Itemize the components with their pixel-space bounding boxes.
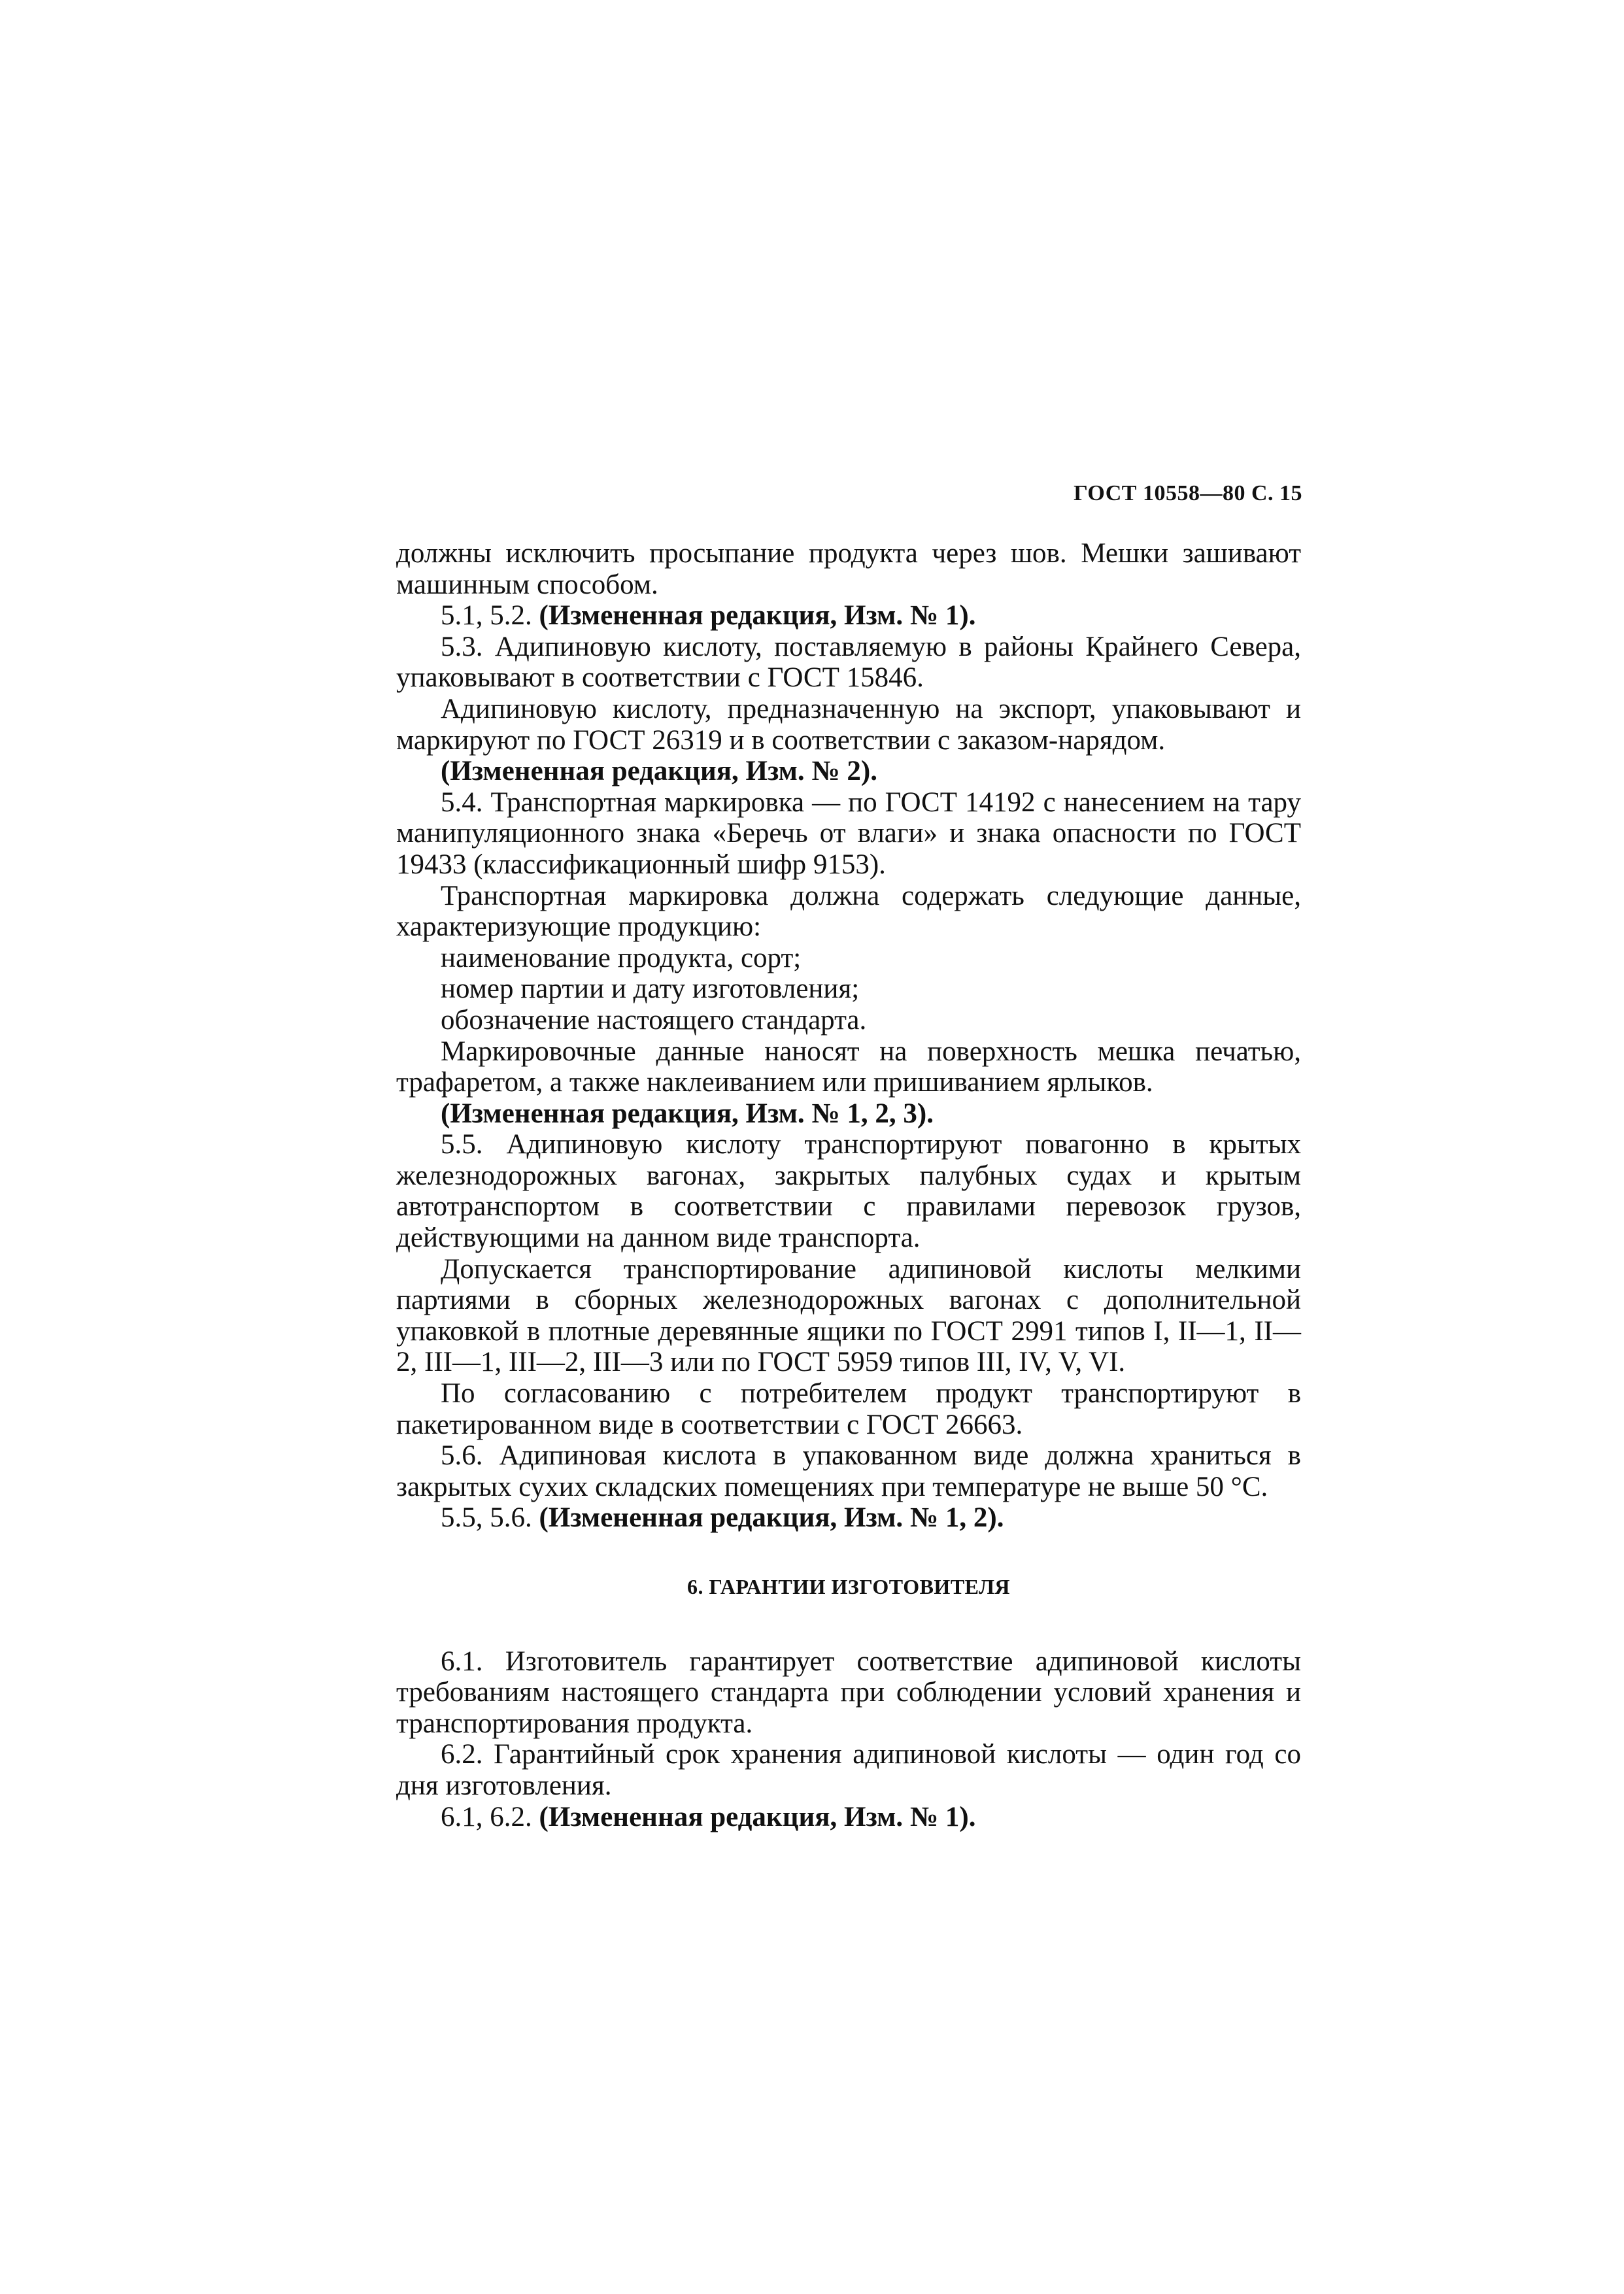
paragraph-5-4: 5.4. Транспортная маркировка — по ГОСТ 14192 с нанесением на тару манипуляционного знака «Беречь от влаги» и знака опасности по ГОСТ 19433 (классификационный шифр 9153).: [396, 786, 1301, 880]
revision-note: (Измененная редакция, Изм. № 1).: [539, 1801, 976, 1832]
paragraph-export: Адипиновую кислоту, предназначенную на экспорт, упаковывают и маркируют по ГОСТ 26319 и в соответствии с заказом-нарядом.: [396, 693, 1301, 756]
paragraph-5-5-5-6: [396, 1502, 1301, 1534]
paragraph-5-6: 5.6. Адипиновая кислота в упакованном виде должна храниться в закрытых сухих складских помещениях при температуре не выше 50 °С.: [396, 1440, 1301, 1502]
paragraph-continuation: должны исключить просыпание продукта через шов. Мешки зашивают машинным способом.: [396, 538, 1301, 600]
paragraph-5-3: 5.3. Адипиновую кислоту, поставляемую в районы Крайнего Севера, упаковывают в соответствии с ГОСТ 15846.: [396, 631, 1301, 694]
list-item: номер партии и дату изготовления;: [441, 973, 860, 1005]
paragraph-marking-intro: Транспортная маркировка должна содержать следующие данные, характеризующие продукцию:: [396, 880, 1301, 943]
paragraph-6-2: 6.2. Гарантийный срок хранения адипиновой кислоты — один год со дня изготовления.: [396, 1739, 1301, 1801]
revision-note-123: (Измененная редакция, Изм. № 1, 2, 3).: [441, 1098, 934, 1129]
paragraph-small-lots: Допускается транспортирование адипиновой кислоты мелкими партиями в сборных железнодорожных вагонах с дополнительной упаковкой в плотные деревянные ящики по ГОСТ 2991 типов I, II—1, II—2, III—1, III—2, III—3 или по ГОСТ 5959 типов III, IV, V, VI.: [396, 1253, 1301, 1378]
section-6-title: 6. ГАРАНТИИ ИЗГОТОВИТЕЛЯ: [686, 1575, 1011, 1598]
revision-note-2: (Измененная редакция, Изм. № 2).: [441, 756, 877, 787]
clause-number: 6.1, 6.2.: [441, 1801, 532, 1832]
paragraph-5-1-5-2: [396, 600, 1301, 632]
clause-number: 5.5, 5.6.: [441, 1502, 532, 1534]
list-item: наименование продукта, сорт;: [441, 942, 802, 973]
paragraph-5-5: 5.5. Адипиновую кислоту транспортируют повагонно в крытых железнодорожных вагонах, закрытых палубных судах и крытым автотранспортом в соответствии с правилами перевозок грузов, действующими на данном виде транспорта.: [396, 1129, 1301, 1254]
list-item: обозначение настоящего стандарта.: [441, 1004, 867, 1036]
clause-number: 5.1, 5.2.: [441, 600, 532, 632]
paragraph-packets: По согласованию с потребителем продукт транспортируют в пакетированном виде в соответствии с ГОСТ 26663.: [396, 1378, 1301, 1440]
revision-note: (Измененная редакция, Изм. № 1).: [539, 600, 976, 632]
revision-note: (Измененная редакция, Изм. № 1, 2).: [539, 1502, 1004, 1534]
page-header: ГОСТ 10558—80 С. 15: [1074, 481, 1302, 505]
document-body: [396, 538, 1301, 1832]
paragraph-marking-method: Маркировочные данные наносят на поверхность мешка печатью, трафаретом, а также наклеиванием или пришиванием ярлыков.: [396, 1036, 1301, 1098]
paragraph-6-1: 6.1. Изготовитель гарантирует соответствие адипиновой кислоты требованиям настоящего стандарта при соблюдении условий хранения и транспортирования продукта.: [396, 1645, 1301, 1739]
paragraph-6-1-6-2: [396, 1802, 1301, 1833]
